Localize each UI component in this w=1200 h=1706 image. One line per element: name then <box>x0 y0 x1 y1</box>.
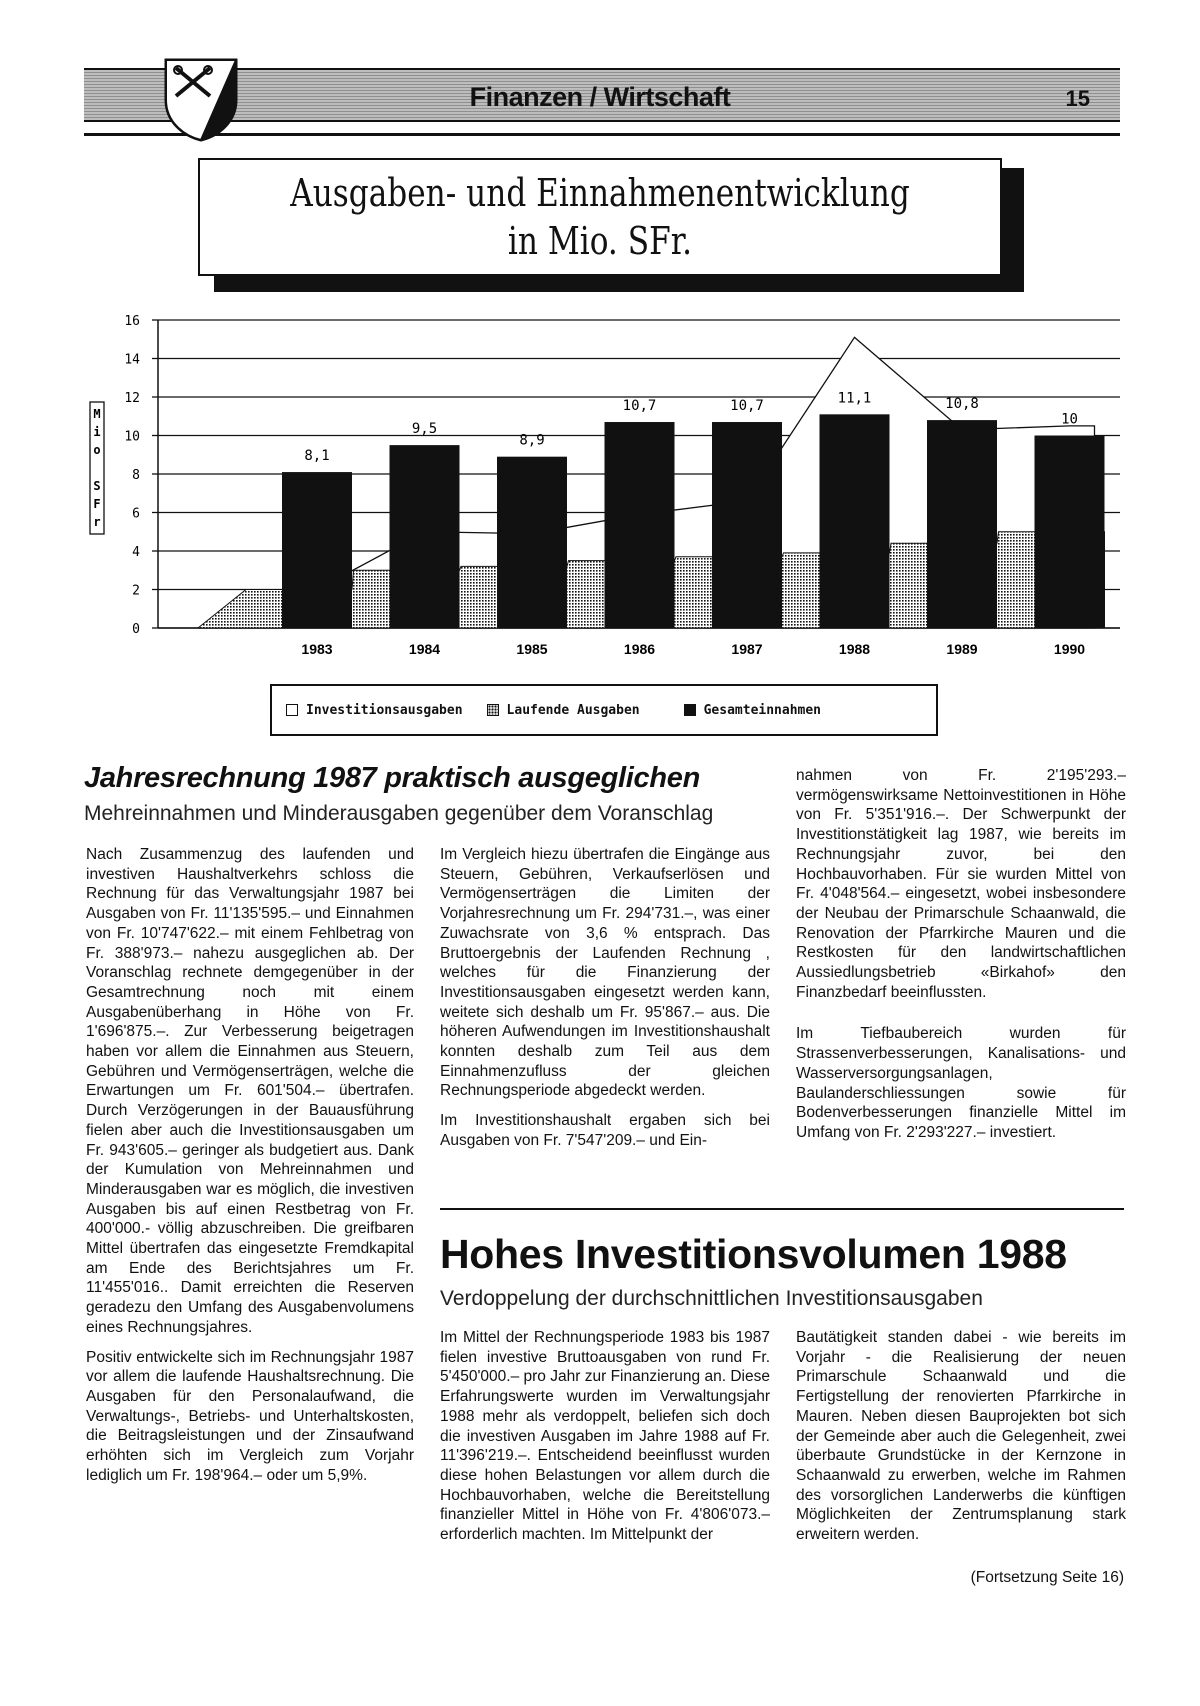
bar-data-label: 10,8 <box>945 396 979 413</box>
y-tick-label: 6 <box>132 506 140 522</box>
bar-data-label: 11,1 <box>837 390 872 407</box>
revenue-bar <box>605 422 675 628</box>
ylabel-letter: o <box>93 443 101 457</box>
x-tick-label: 1983 <box>301 641 333 657</box>
legend-label: Gesamteinnahmen <box>703 702 822 718</box>
x-tick-label: 1990 <box>1053 641 1086 657</box>
ylabel-letter: S <box>93 479 101 493</box>
revenue-expense-chart <box>80 300 1140 670</box>
ylabel-letter: M <box>93 407 101 421</box>
y-tick-label: 16 <box>124 314 140 329</box>
legend-item-gesamteinnahmen <box>684 703 821 718</box>
revenue-bar <box>282 472 352 628</box>
x-tick-label: 1985 <box>516 641 548 657</box>
section-title: Finanzen / Wirtschaft <box>469 82 731 112</box>
article1-column-1 <box>86 845 414 1496</box>
article1-subtitle: Mehreinnahmen und Minderausgaben gegenüber dem Voranschlag <box>84 802 714 825</box>
continuation-note: (Fortsetzung Seite 16) <box>970 1569 1124 1586</box>
chart-legend <box>270 684 938 736</box>
x-tick-label: 1989 <box>946 641 978 657</box>
y-tick-label: 10 <box>124 429 140 445</box>
paragraph: Bautätigkeit standen dabei - wie bereits im Vorjahr - die Realisierung der neuen Primarschule Schaanwald und die Fertigstellung der renovierten Pfarrkirche in Mauren. Neben diesen Bauprojekten bot sich der Gemeinde aber auch die Gelegenheit, zwei überbaute Grundstücke in der Kernzone in Schaanwald zu erwerben, welche im Rahmen des vorsorglichen Landerwerbs die künftigen Möglichkeiten der Zentrumsplanung stark erweitern werden. <box>796 1329 1126 1544</box>
bar-data-label: 9,5 <box>411 421 438 438</box>
ylabel-letter: i <box>93 425 101 439</box>
y-tick-label: 2 <box>132 583 140 599</box>
ylabel-letter: F <box>93 497 101 511</box>
revenue-bar <box>390 445 460 628</box>
bar-data-label: 8,9 <box>519 432 545 449</box>
legend-swatch-black <box>684 704 696 716</box>
legend-swatch-white <box>286 704 298 716</box>
ylabel-letter: r <box>93 515 101 529</box>
revenue-bar <box>820 414 890 628</box>
paragraph: nahmen von Fr. 2'195'293.– vermögenswirksame Nettoinvestitionen in Höhe von Fr. 5'351'916.–. Der Schwerpunkt der Investitionstätigkeit lag 1987, wie bereits im Rechnungsjahr zuvor, bei den Hochbauvorhaben. Für sie wurden Mittel von Fr. 4'048'564.– eingesetzt, wobei insbesondere der Neubau der Primarschule Schaanwald, die Renovation der Pfarrkirche Mauren und die Restkosten für den landwirtschaftlichen Aussiedlungsbetrieb «Birkahof» den Finanzbedarf beeinflussten. <box>796 767 1126 1001</box>
paragraph: Nach Zusammenzug des laufenden und investiven Haushaltverkehrs schloss die Rechnung für das Verwaltungsjahr 1987 bei Ausgaben von Fr. 11'135'595.– und Einnahmen von Fr. 10'747'622.– mit einem Fehlbetrag von Fr. 388'973.– nahezu ausgeglichen ab. Der Voranschlag rechnete demgegenüber in der Gesamtrechnung noch mit einem Ausgabenüberhang in Höhe von Fr. 1'696'875.–. Zur Verbesserung beigetragen haben vor allem die Einnahmen aus Steuern, Gebühren und Vermögenserträgen, welche die Erwartungen um Fr. 601'504.– übertrafen. Durch Verzögerungen in der Bauausführung fielen aber auch die Investitionsausgaben um Fr. 943'605.– geringer als budgetiert aus. Dank der Kumulation von Mehreinnahmen und Minderausgaben war es möglich, die investiven Ausgaben bis auf einen Restbetrag von Fr. 400'000.- völlig abzuschreiben. Die greifbaren Mittel übertrafen das eingesetzte Fremdkapital am Ende des Berichtsjahres um Fr. 11'455'016.. Damit erreichten die Reserven geradezu den Umfang des Ausgabenvolumens eines Rechnungsjahres. <box>86 846 414 1336</box>
bar-data-label: 10,7 <box>730 398 764 415</box>
legend-item-laufende-ausgaben <box>487 703 640 718</box>
bar-data-label: 10 <box>1061 411 1078 428</box>
revenue-bar <box>1035 436 1105 629</box>
y-tick-label: 4 <box>132 545 140 560</box>
bar-data-label: 8,1 <box>304 448 330 465</box>
paragraph: Im Investitionshaushalt ergaben sich bei Ausgaben von Fr. 7'547'209.– und Ein- <box>440 1112 770 1149</box>
paragraph: Positiv entwickelte sich im Rechnungsjahr 1987 vor allem die laufende Haushaltsrechnung. Die Ausgaben für den Personalaufwand, die Verwaltungs-, Betriebs- und Unterhaltskosten, die Beitragsleistungen und der Zinsaufwand erhöhten sich im Vergleich zum Vorjahr lediglich um Fr. 198'964.– oder um 5,9%. <box>86 1348 414 1484</box>
legend-swatch-dotted <box>487 704 499 716</box>
article-divider <box>440 1208 1124 1210</box>
article2-column-1 <box>440 1328 770 1555</box>
legend-label: Laufende Ausgaben <box>506 702 640 718</box>
paragraph: Im Mittel der Rechnungsperiode 1983 bis 1987 fielen investive Bruttoausgaben von rund Fr. 5'450'000.– pro Jahr zur Finanzierung an. Diese Erfahrungswerte wurden im Verwaltungsjahr 1988 mehr als verdoppelt, beliefen sich doch die investiven Ausgaben im Jahre 1988 auf Fr. 11'396'219.–. Entscheidend beeinflusst wurden diese hohen Belastungen vor allem durch die Hochbauvorhaben, welche die Bereitstellung finanzieller Mittel in Höhe von Fr. 4'806'073.– erforderlich machten. Im Mittelpunkt der <box>440 1329 770 1544</box>
page-number: 15 <box>1065 86 1090 111</box>
article1-column-2 <box>440 845 770 1161</box>
article1-column-3 <box>796 766 1126 1153</box>
paragraph: Im Tiefbaubereich wurden für Strassenverbesserungen, Kanalisations- und Wasserversorgungsanlagen, Baulanderschliessungen sowie für Bodenverbesserungen finanzielle Mittel im Umfang von Fr. 2'293'227.– investiert. <box>796 1025 1126 1141</box>
x-tick-label: 1984 <box>408 641 441 657</box>
chart-title: Ausgaben- und Einnahmenentwicklung in Mio. SFr. <box>290 171 910 263</box>
chart-title-box <box>198 158 1002 276</box>
y-tick-label: 12 <box>124 391 140 406</box>
revenue-bar <box>927 420 997 628</box>
revenue-bar <box>712 422 782 628</box>
paragraph: Im Vergleich hiezu übertrafen die Eingänge aus Steuern, Gebühren, Verkaufserlösen und Vermögenserträgen die Limiten der Vorjahresrechnung um Fr. 294'731.–, was einer Zuwachsrate von 3,6 % entsprach. Das Bruttoergebnis der Laufenden Rechnung , welches für die Finanzierung der Investitionsausgaben eingesetzt werden kann, weitete sich deshalb um Fr. 95'867.– aus. Die höheren Aufwendungen im Investitionshaushalt konnten deshalb zum Teil aus dem Einnahmenzufluss der gleichen Rechnungsperiode abgedeckt werden. <box>440 846 770 1100</box>
x-tick-label: 1988 <box>838 641 871 657</box>
y-tick-label: 0 <box>132 622 140 637</box>
x-tick-label: 1987 <box>731 641 763 657</box>
article2-title: Hohes Investitionsvolumen 1988 <box>440 1231 1067 1277</box>
legend-label: Investitionsausgaben <box>306 702 463 718</box>
revenue-bar <box>497 457 567 628</box>
article2-subtitle: Verdoppelung der durchschnittlichen Investitionsausgaben <box>440 1287 983 1310</box>
bar-data-label: 10,7 <box>622 398 657 415</box>
article1-title: Jahresrechnung 1987 praktisch ausgeglichen <box>84 762 700 794</box>
legend-item-investitionsausgaben <box>286 703 463 718</box>
y-tick-label: 14 <box>124 352 140 368</box>
y-tick-label: 8 <box>132 468 140 483</box>
article2-column-2 <box>796 1328 1126 1555</box>
x-tick-label: 1986 <box>623 641 656 657</box>
